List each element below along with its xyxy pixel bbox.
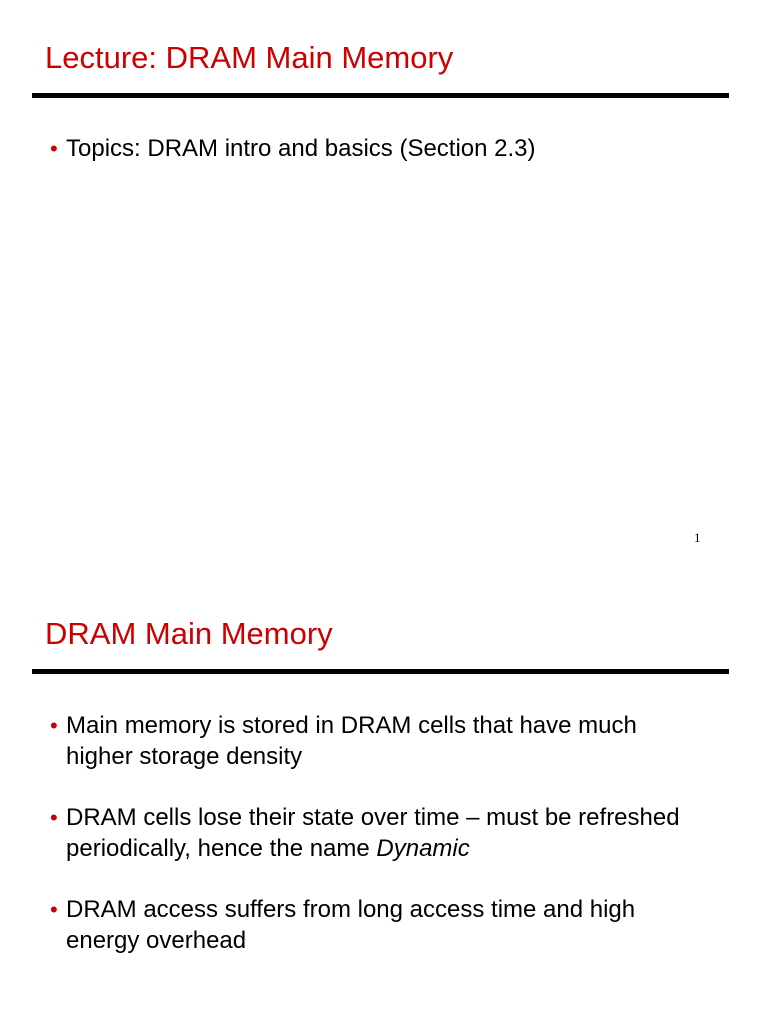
bullet-list (48, 710, 738, 986)
emphasis-text: Dynamic (376, 835, 470, 862)
bullet-line: DRAM cells lose their state over time – must be refreshed (66, 804, 680, 831)
page-number: 1 (694, 530, 701, 545)
slide-title: Lecture: DRAM Main Memory (45, 40, 454, 75)
bullet-item (48, 710, 738, 772)
title-divider (32, 93, 729, 98)
bullet-line: Main memory is stored in DRAM cells that have much (66, 712, 637, 739)
bullet-text: Topics: DRAM intro and basics (Section 2.3) (66, 135, 536, 162)
bullet-line: energy overhead (66, 927, 247, 954)
bullet-text (66, 712, 637, 770)
bullet-list (48, 133, 738, 194)
bullet-line: higher storage density (66, 743, 303, 770)
bullet-item (48, 133, 738, 164)
bullet-item (48, 802, 738, 864)
bullet-icon: • (50, 136, 58, 161)
slide-2 (0, 580, 768, 1024)
title-divider (32, 669, 729, 674)
bullet-icon: • (50, 805, 58, 830)
slide-title: DRAM Main Memory (45, 616, 333, 651)
bullet-icon: • (50, 897, 58, 922)
bullet-text (66, 896, 635, 954)
bullet-text (66, 804, 680, 862)
bullet-item (48, 894, 738, 956)
bullet-line: periodically, hence the name (66, 835, 377, 862)
bullet-icon: • (50, 713, 58, 738)
bullet-line: DRAM access suffers from long access time and high (66, 896, 636, 923)
